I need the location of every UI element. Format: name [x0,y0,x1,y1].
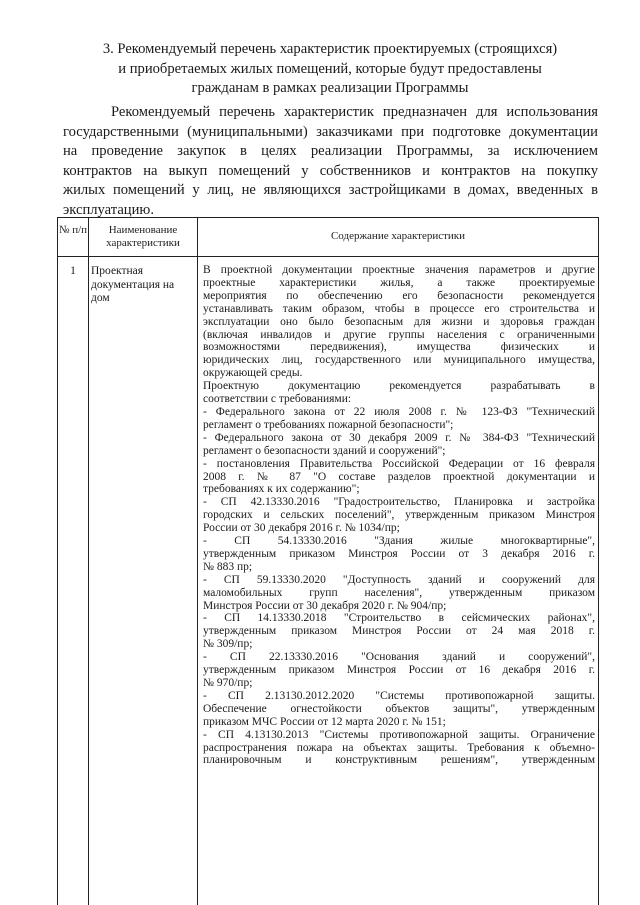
content-line: проектные характеристики жилья, а также проектируемые [203,276,595,289]
column-divider [88,218,89,905]
content-line: утвержденным приказом Минстроя России от 24 мая 2018 г. [203,625,595,638]
content-line: распространения пожара на объектах защиты. Требования к объемно- [203,741,595,754]
content-line: планировочным и конструктивным решениям", утвержденным [203,754,595,767]
content-line: Минстроя России от 30 декабря 2020 г. № 904/пр; [203,599,447,612]
section-heading [60,40,600,99]
content-line: (включая инвалидов и другие группы населения с ограниченными [203,328,595,341]
heading-line: 3. Рекомендуемый перечень характеристик проектируемых (строящихся) [102,41,558,57]
content-line: регламент о безопасности зданий и сооружений"; [203,444,446,457]
content-line: соответствии с требованиями: [203,393,352,406]
row-content [203,264,595,767]
content-line: В проектной документации проектные значения параметров и другие [203,264,595,276]
row-number: 1 [70,265,76,277]
intro-paragraph [63,103,598,221]
intro-line: контрактов на выкуп помещений у собственников и контрактов на покупку [63,162,598,179]
content-line: эксплуатации оно было безопасным для жизни и здоровья граждан [203,315,595,328]
content-line: маломобильных групп населения", утвержденным приказом [203,586,595,599]
intro-line: на проведение закупок в целях реализации Программы, за исключением [63,143,598,160]
content-line: - СП 2.13130.2012.2020 "Системы противопожарной защиты. [203,689,595,702]
content-line: - Федерального закона от 22 июля 2008 г. № 123-ФЗ "Технический [203,405,595,418]
content-line: Обеспечение огнестойкости объектов защиты", утвержденным [203,702,595,715]
content-line: требованиях к их содержанию"; [203,483,360,496]
content-line: мероприятия по обеспечению его безопасности рекомендуется [203,289,595,302]
content-line: городских и сельских поселений", утвержденным приказом Минстроя [203,509,595,522]
content-line: - СП 22.13330.2016 "Основания зданий и сооружений", [203,651,595,664]
intro-line: государственными (муниципальными) заказчиками при подготовке документации [63,123,598,140]
content-line: - СП 14.13330.2018 "Строительство в сейсмических районах", [203,612,595,625]
header-num: № п/п [58,224,88,236]
content-line: - Федерального закона от 30 декабря 2009 г. № 384-ФЗ "Технический [203,431,595,444]
content-line: - СП 54.13330.2016 "Здания жилые многоквартирные", [203,535,595,548]
intro-line: эксплуатацию. [63,201,154,218]
content-line: - постановления Правительства Российской Федерации от 16 февраля [203,457,595,470]
content-line: № 883 пр; [203,560,253,573]
intro-line: Рекомендуемый перечень характеристик предназначен для использования [111,104,598,120]
characteristics-table [57,217,599,905]
content-line: утвержденным приказом Минстроя России от 3 декабря 2016 г. [203,547,595,560]
content-line: возможностями передвижения), имущества физических и [203,341,595,354]
header-divider [58,256,598,257]
content-line: утвержденным приказом Минстроя России от 16 декабря 2016 г. [203,664,595,677]
heading-line: гражданам в рамках реализации Программы [191,80,469,96]
content-line: приказом МЧС России от 12 марта 2020 г. № 151; [203,715,446,728]
header-content: Содержание характеристики [330,230,466,242]
content-line: России от 30 декабря 2016 г. № 1034/пр; [203,522,400,535]
content-line: 2008 г. № 87 "О составе разделов проектной документации и [203,470,595,483]
content-line: - СП 42.13330.2016 "Градостроительство, Планировка и застройка [203,496,595,509]
content-line: Проектную документацию рекомендуется разрабатывать в [203,380,595,393]
content-line: юридических лиц, государственного или муниципального имущества, [203,354,595,367]
content-line: устанавливать таким образом, чтобы в процессе его строительства и [203,302,595,315]
content-line: регламент о требованиях пожарной безопасности"; [203,418,454,431]
column-divider [197,218,198,905]
content-line: окружающей среды. [203,367,303,380]
row-name: Проектная документация на дом [91,265,175,304]
heading-line: и приобретаемых жилых помещений, которые будут предоставлены [118,60,542,77]
content-line: - СП 4.13130.2013 "Системы противопожарной защиты. Ограничение [203,728,595,741]
content-line: № 309/пр; [203,638,253,651]
content-line: № 970/пр; [203,677,253,689]
content-line: - СП 59.13330.2020 "Доступность зданий и сооружений для [203,573,595,586]
intro-line: жилых помещений у лиц, не являющихся застройщиками в домах, введенных в [63,182,598,199]
header-name: Наименование характеристики [106,224,180,249]
